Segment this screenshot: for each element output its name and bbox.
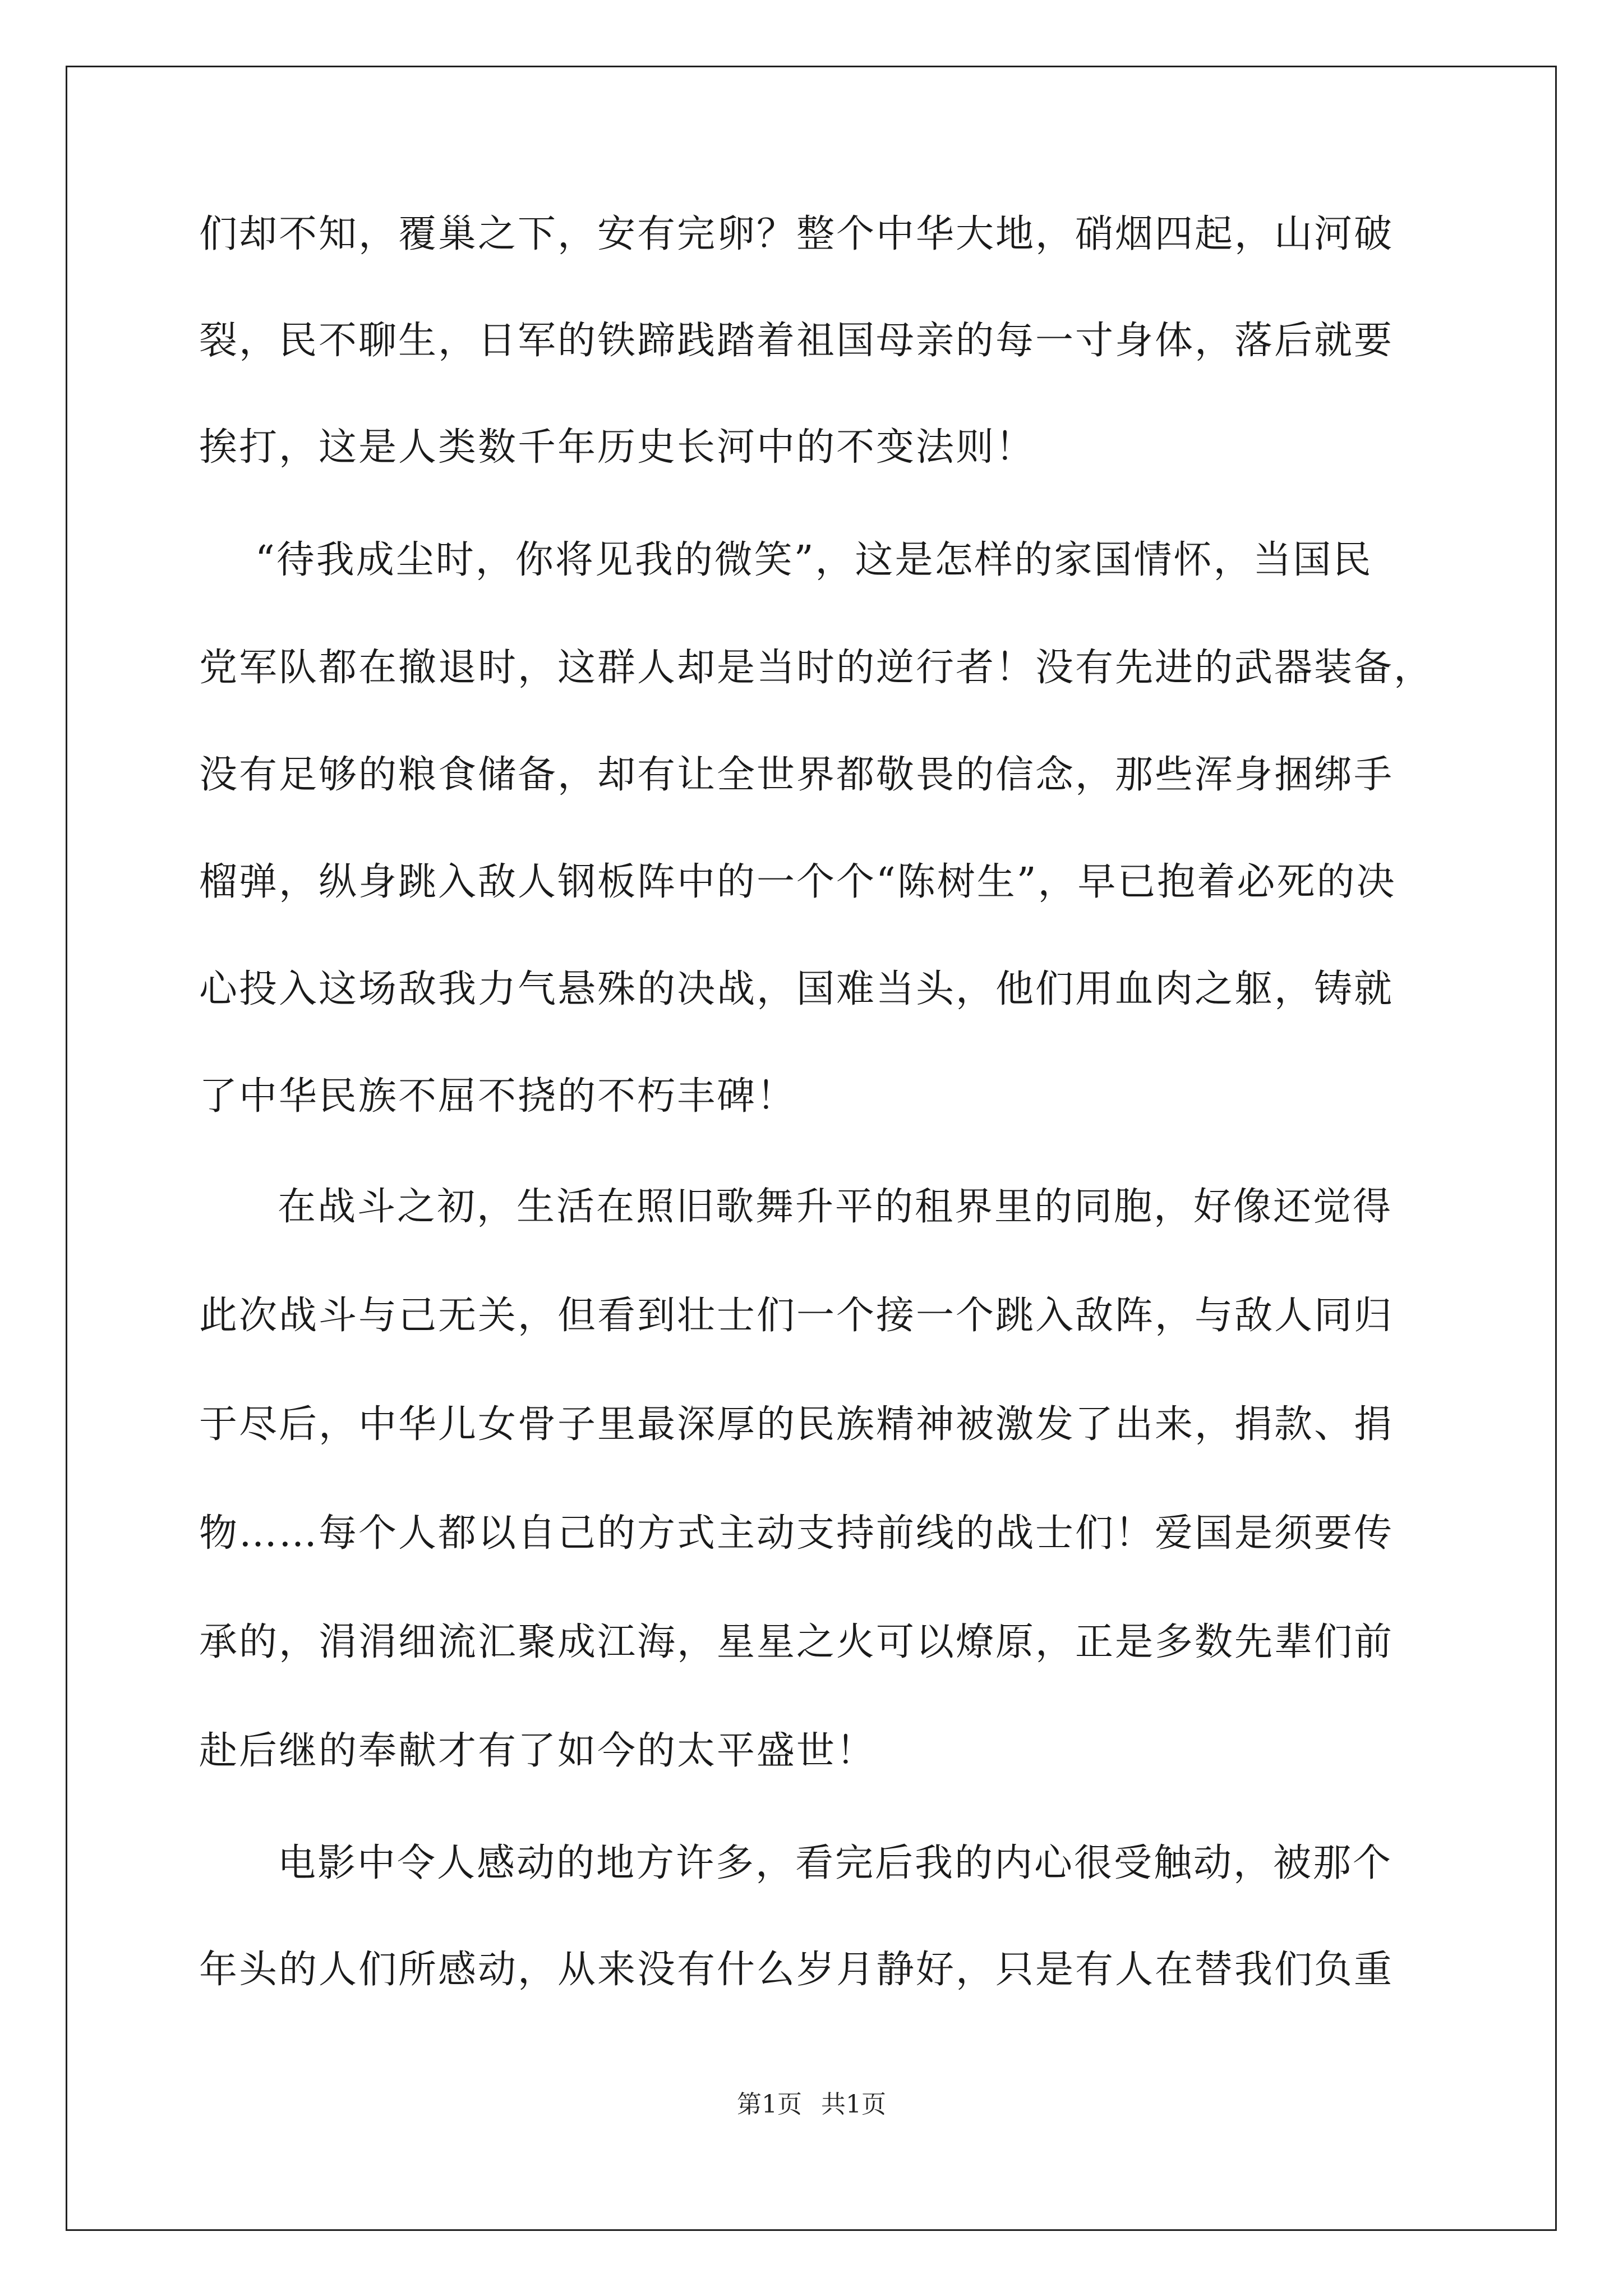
- text-line-1: 们却不知，覆巢之下，安有完卵？整个中华大地，硝烟四起，山河破: [199, 212, 1394, 256]
- page-border: [66, 66, 1557, 2231]
- text-line-5: 党军队都在撤退时，这群人却是当时的逆行者！没有先进的武器装备，: [199, 646, 1434, 690]
- text-line-6: 没有足够的粮食储备，却有让全世界都敬畏的信念，那些浑身捆绑手: [199, 753, 1394, 797]
- text-line-16: 电影中令人感动的地方许多，看完后我的内心很受触动，被那个: [278, 1841, 1393, 1885]
- text-line-10: 在战斗之初，生活在照旧歌舞升平的租界里的同胞，好像还觉得: [278, 1185, 1393, 1229]
- page-number-total: 共1页: [821, 2090, 886, 2119]
- text-line-13: 物……每个人都以自己的方式主动支持前线的战士们！爱国是须要传: [199, 1511, 1394, 1556]
- text-line-9: 了中华民族不屈不挠的不朽丰碑！: [199, 1074, 797, 1119]
- text-line-7: 榴弹，纵身跳入敌人钢板阵中的一个个“陈树生”，早已抱着必死的决: [199, 860, 1396, 904]
- text-line-11: 此次战斗与己无关，但看到壮士们一个接一个跳入敌阵，与敌人同归: [199, 1294, 1394, 1338]
- page-footer: [0, 2088, 1623, 2122]
- text-line-12: 于尽后，中华儿女骨子里最深厚的民族精神被激发了出来，捐款、捐: [199, 1402, 1394, 1447]
- text-line-2: 裂，民不聊生，日军的铁蹄践踏着祖国母亲的每一寸身体，落后就要: [199, 319, 1394, 363]
- text-line-8: 心投入这场敌我力气悬殊的决战，国难当头，他们用血肉之躯，铸就: [199, 967, 1394, 1011]
- text-line-14: 承的，涓涓细流汇聚成江海，星星之火可以燎原，正是多数先辈们前: [199, 1620, 1394, 1664]
- text-line-3: 挨打，这是人类数千年历史长河中的不变法则！: [199, 425, 1036, 470]
- page-number-current: 第1页: [737, 2090, 802, 2119]
- text-line-15: 赴后继的奉献才有了如今的太平盛世！: [199, 1729, 877, 1773]
- text-line-4: “待我成尘时，你将见我的微笑”，这是怎样的家国情怀，当国民: [255, 538, 1373, 582]
- text-line-17: 年头的人们所感动，从来没有什么岁月静好，只是有人在替我们负重: [199, 1948, 1394, 1992]
